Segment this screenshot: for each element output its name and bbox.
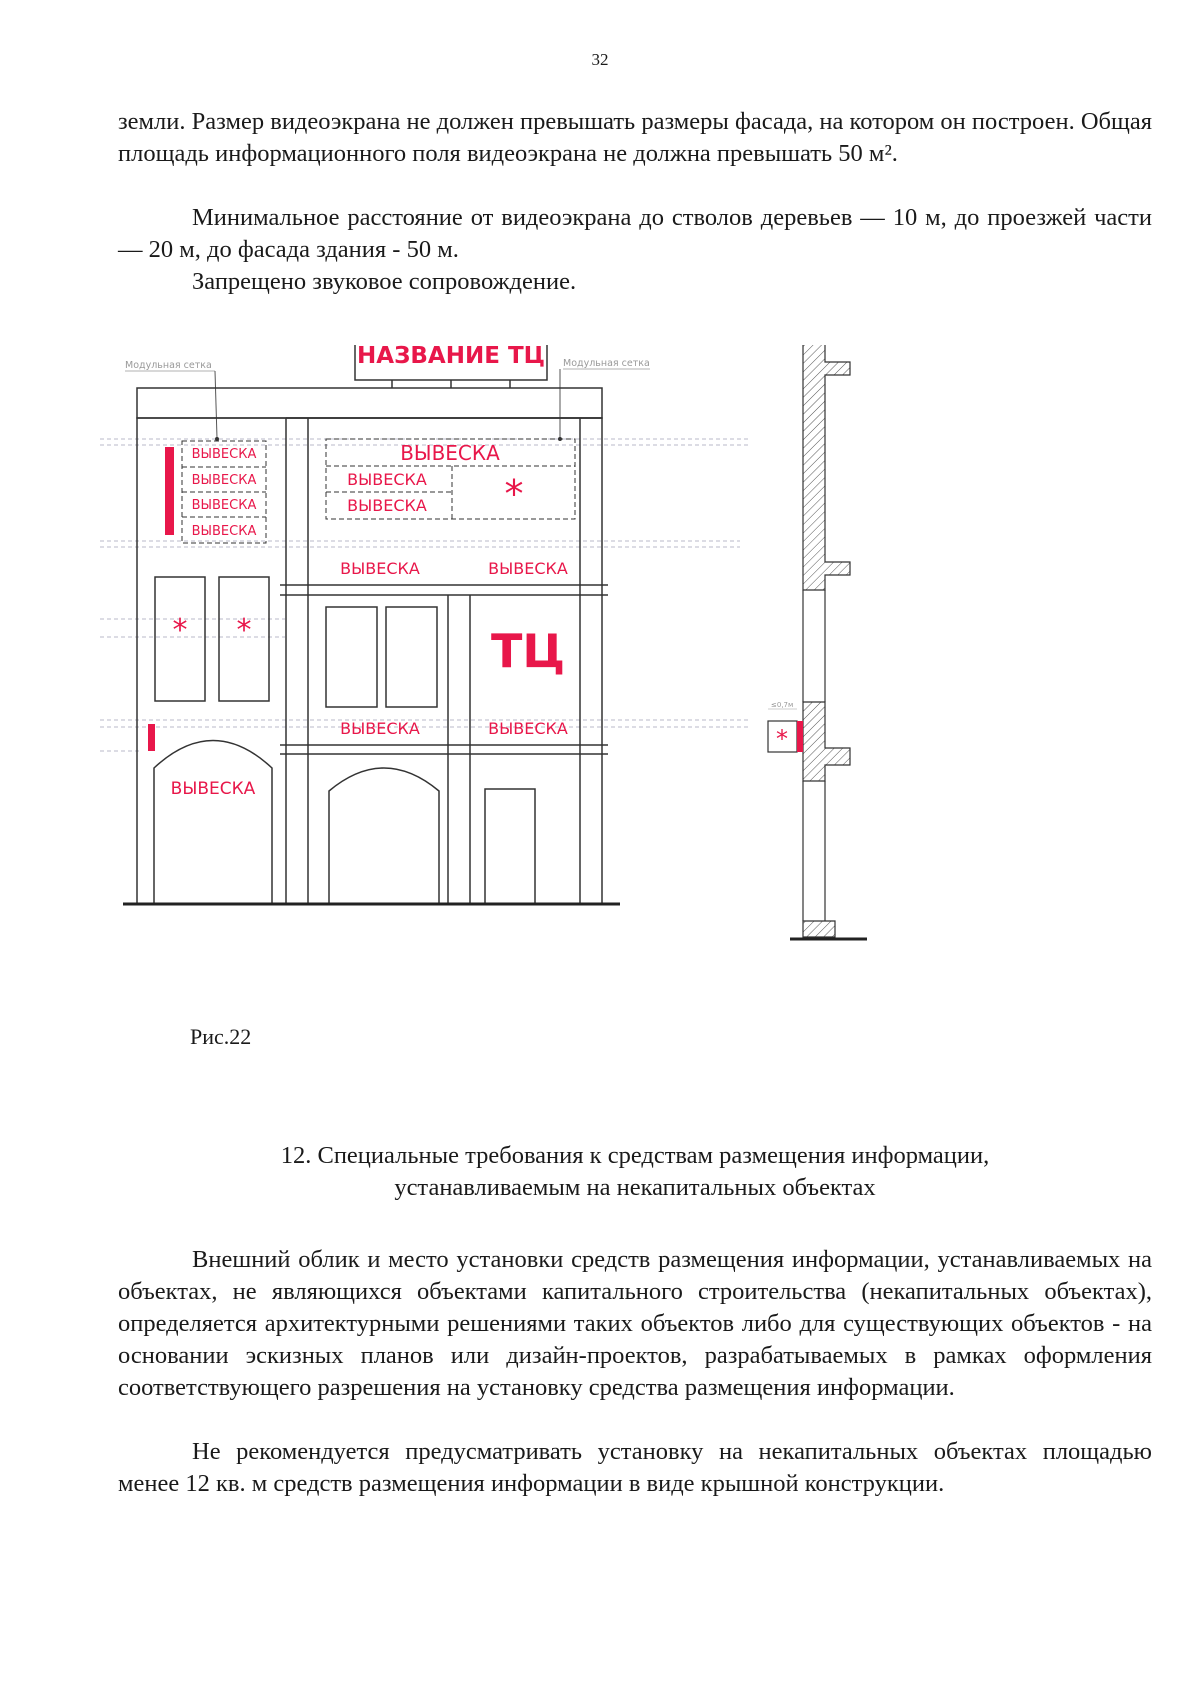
asterisk-top: *: [504, 472, 524, 516]
sign-row2-a: ВЫВЕСКА: [340, 719, 420, 738]
paragraph-min-distance: Минимальное расстояние от видеоэкрана до стволов деревьев — 10 м, до проезжей части — 20 м, до фасада здания - 50 м.: [118, 204, 1152, 263]
grid-label-left: Модульная сетка: [125, 360, 212, 371]
sign-left-1: ВЫВЕСКА: [191, 447, 257, 462]
paragraph-recommendation: Не рекомендуется предусматривать установку на некапитальных объектах площадью менее 12 кв. м средств размещения информации в виде крышной конструкции.: [118, 1438, 1152, 1497]
vertical-sign-bar: [165, 447, 174, 535]
section-heading-line-1: 12. Специальные требования к средствам размещения информации,: [280, 1142, 990, 1169]
sign-arch: ВЫВЕСКА: [170, 779, 256, 799]
paragraph-sound-ban: Запрещено звуковое сопровождение.: [192, 268, 577, 295]
tc-label: ТЦ: [490, 624, 566, 678]
roof-sign-text: НАЗВАНИЕ ТЦ: [357, 345, 545, 369]
wall-section: [803, 345, 850, 937]
bracket-sign-bar: [797, 721, 803, 752]
asterisk-section: *: [776, 725, 788, 753]
page-number: 32: [591, 50, 609, 69]
vertical-sign-bar-2: [148, 724, 155, 751]
section-dimension: ≤0,7м: [771, 701, 794, 709]
sign-left-4: ВЫВЕСКА: [191, 524, 257, 539]
sign-top-b: ВЫВЕСКА: [347, 496, 427, 515]
asterisk-window-1: *: [172, 613, 188, 648]
sign-row1-b: ВЫВЕСКА: [488, 559, 568, 578]
paragraph-appearance: Внешний облик и место установки средств размещения информации, устанавливаемых на объектах, не являющихся объектами капитального строительства (некапитальных объектах), определяется архитектурными решениями таких объектов либо для существующих объектов - на основании эскизных планов или дизайн-проектов, разрабатываемых в рамках оформления соответствующего разрешения на установку средства размещения информации.: [118, 1246, 1152, 1401]
sign-row1-a: ВЫВЕСКА: [340, 559, 420, 578]
grid-label-right: Модульная сетка: [563, 358, 650, 369]
section-heading: [118, 1140, 1152, 1204]
sign-top-a: ВЫВЕСКА: [347, 470, 427, 489]
sign-row2-b: ВЫВЕСКА: [488, 719, 568, 738]
sign-left-2: ВЫВЕСКА: [191, 473, 257, 488]
sign-top-main: ВЫВЕСКА: [400, 441, 500, 465]
section-heading-line-2: устанавливаемым на некапитальных объектах: [394, 1174, 876, 1201]
figure-facade: [100, 345, 1100, 1045]
facade-drawing: [100, 345, 1100, 1045]
asterisk-window-2: *: [236, 613, 252, 648]
figure-caption: Рис.22: [190, 1024, 252, 1049]
paragraph-video-screen-size: земли. Размер видеоэкрана не должен превышать размеры фасада, на котором он построен. Общая площадь информационного поля видеоэкрана не должна превышать 50 м².: [118, 108, 1152, 167]
sign-left-3: ВЫВЕСКА: [191, 498, 257, 513]
